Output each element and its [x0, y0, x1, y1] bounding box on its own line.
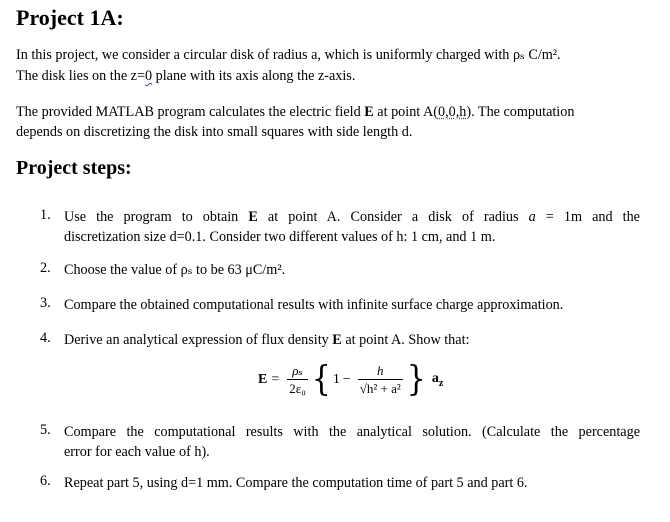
- italic-a: a: [528, 209, 536, 225]
- formula-sqrt: √h² + a²: [359, 381, 401, 396]
- step-3: Compare the obtained computational results with infinite surface charge approximation.: [64, 297, 564, 313]
- formula-rho-over-2eps: [287, 363, 308, 397]
- step-text: at point A. Consider a disk of radius: [257, 209, 529, 225]
- formula-rho: ρₛ: [292, 363, 303, 378]
- formula-equals: =: [271, 372, 280, 387]
- step-6: Repeat part 5, using d=1 mm. Compare the computation time of part 5 and part 6.: [64, 475, 528, 491]
- step-text: = 1m and the: [535, 209, 640, 225]
- step-1-line-2: discretization size d=0.1. Consider two different values of h: 1 cm, and 1 m.: [64, 229, 496, 245]
- formula-minus: −: [342, 372, 351, 387]
- step-number: 6.: [40, 473, 51, 489]
- step-number: 2.: [40, 260, 51, 276]
- step-text: Derive an analytical expression of flux density: [64, 332, 333, 348]
- step-1: [64, 207, 640, 247]
- page-title: Project 1A:: [16, 5, 124, 30]
- steps-heading: Project steps:: [16, 157, 132, 179]
- step-4: [64, 330, 469, 350]
- spellcheck-zero: 0: [144, 68, 153, 84]
- step-number: 3.: [40, 295, 51, 311]
- formula-h: h: [377, 363, 384, 378]
- step-1-line-1: [64, 207, 640, 227]
- formula-left-brace: {: [311, 359, 331, 400]
- bold-E: E: [364, 104, 374, 120]
- step-5: [64, 422, 640, 462]
- intro-paragraph-2-line-1: [16, 102, 574, 122]
- step-5-line-1: Compare the computational results with the analytical solution. (Calculate the percentage: [64, 424, 640, 440]
- formula-lhs: E: [258, 372, 268, 387]
- step-text: at point A. Show that:: [341, 332, 470, 348]
- step-5-line-2: error for each value of h).: [64, 444, 210, 460]
- intro-paragraph-1-line-2: [16, 66, 355, 86]
- intro-text: at point A(: [373, 104, 438, 120]
- formula-one: 1: [332, 372, 340, 387]
- step-number: 1.: [40, 207, 51, 223]
- intro-text: plane with its axis along the z-axis.: [152, 68, 356, 84]
- intro-text: ). The computation: [466, 104, 575, 120]
- step-number: 4.: [40, 330, 51, 346]
- step-2: Choose the value of ρₛ to be 63 μC/m².: [64, 262, 286, 278]
- formula-unit-vector: $a_z$: [431, 371, 444, 389]
- bold-E: E: [332, 332, 342, 348]
- formula-right-brace: }: [406, 359, 426, 400]
- intro-text: The provided MATLAB program calculates the electric field: [16, 104, 365, 120]
- spellcheck-coords: 0,0,h: [437, 104, 467, 120]
- formula-E-disk: [258, 359, 444, 400]
- intro-paragraph-2-line-2: depends on discretizing the disk into small squares with side length d.: [16, 124, 413, 140]
- step-number: 5.: [40, 422, 51, 438]
- step-text: Use the program to obtain: [64, 209, 249, 225]
- formula-two-eps: 2ε₀: [289, 381, 306, 396]
- formula-h-over-sqrt: [358, 363, 403, 397]
- bold-E: E: [248, 209, 258, 225]
- intro-text: The disk lies on the z=: [16, 68, 145, 84]
- intro-paragraph-1-line-1: In this project, we consider a circular disk of radius a, which is uniformly charged with ρₛ C/m².: [16, 47, 561, 63]
